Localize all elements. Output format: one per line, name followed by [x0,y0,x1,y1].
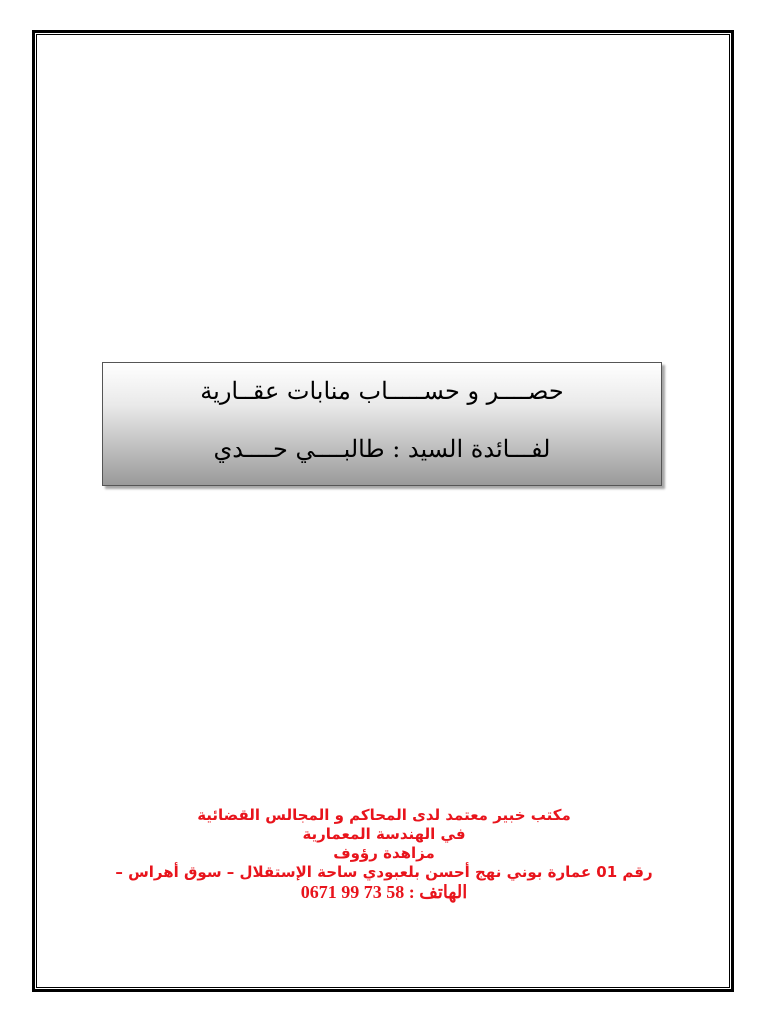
office-footer [60,806,708,902]
expert-name: مزاهدة رؤوف [333,844,435,862]
office-specialty: في الهندسة المعمارية [302,825,466,843]
title-box [102,362,662,486]
office-name: مكتب خبير معتمد لدى المحاكم و المجالس القضائية [197,806,571,824]
document-beneficiary: لفـــائدة السيد : طالبــــي حــــدي [213,435,551,463]
document-title: حصــــر و حســـــاب منابات عقــارية [200,377,564,405]
office-phone: الهاتف : 58 73 99 0671 [300,882,468,902]
office-address: رقم 01 عمارة بوني نهج أحسن بلعبودي ساحة الإستقلال – سوق أهراس – [115,863,653,881]
